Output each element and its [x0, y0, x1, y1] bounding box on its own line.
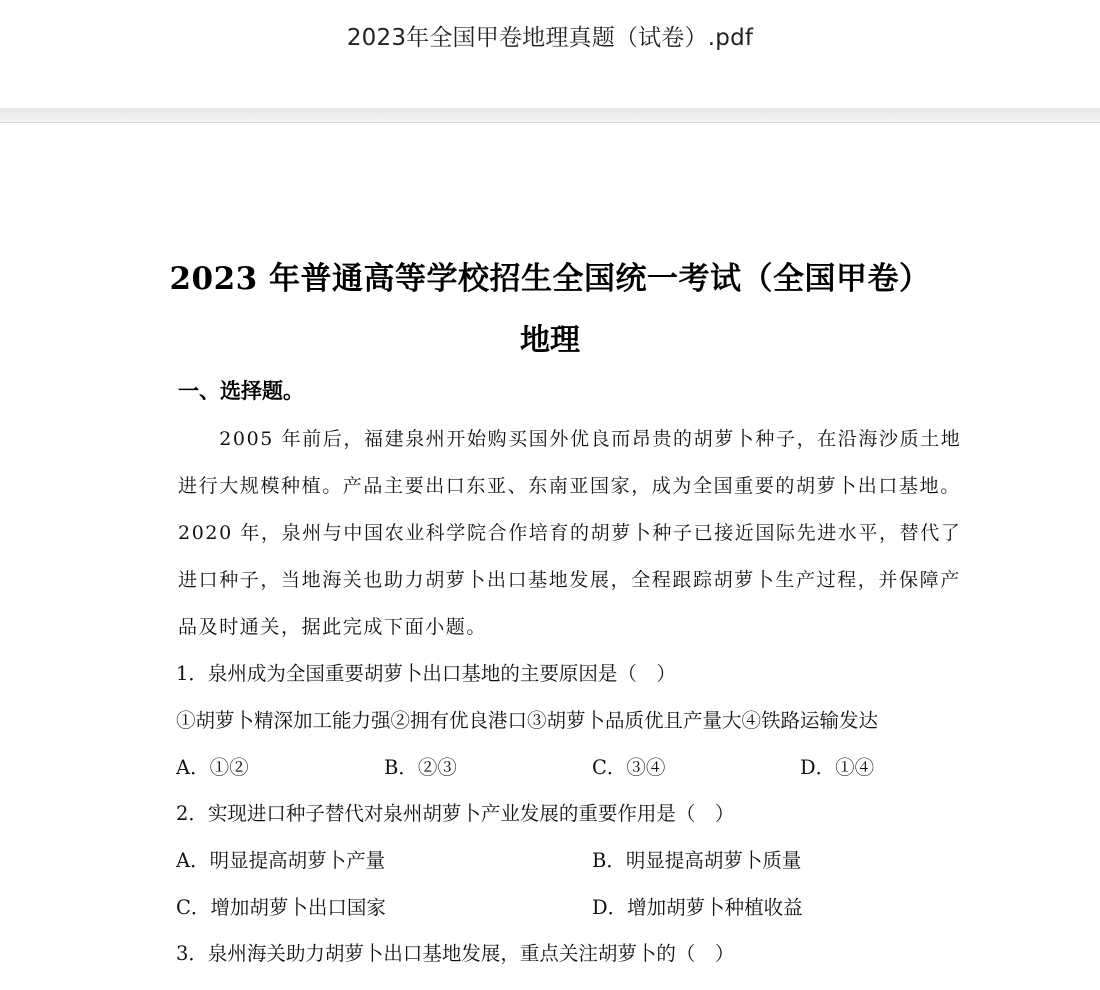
pdf-page[interactable]: [0, 123, 1100, 990]
question-1-option-c: C．③④: [592, 756, 666, 779]
question-2-option-a: A．明显提高胡萝卜产量: [176, 849, 386, 872]
passage-line: 品及时通关，据此完成下面小题。: [178, 616, 488, 638]
exam-subject: 地理: [520, 323, 580, 358]
document-title-bar: [0, 0, 1100, 108]
page-gutter: [0, 108, 1100, 123]
question-1-option-a: A．①②: [176, 756, 249, 779]
question-1-option-d: D．①④: [800, 756, 875, 779]
passage-line: 进行大规模种植。产品主要出口东亚、东南亚国家，成为全国重要的胡萝卜出口基地。: [178, 475, 961, 497]
section-heading: 一、选择题。: [178, 378, 304, 403]
document-filename: 2023年全国甲卷地理真题（试卷）.pdf: [346, 25, 754, 51]
question-3-stem: 3．泉州海关助力胡萝卜出口基地发展，重点关注胡萝卜的（ ）: [176, 942, 735, 965]
question-2-stem: 2．实现进口种子替代对泉州胡萝卜产业发展的重要作用是（ ）: [176, 802, 735, 825]
exam-title: 2023 年普通高等学校招生全国统一考试（全国甲卷）: [169, 261, 931, 297]
question-2-option-d: D．增加胡萝卜种植收益: [592, 896, 803, 919]
question-1-stem: 1．泉州成为全国重要胡萝卜出口基地的主要原因是（ ）: [176, 662, 676, 685]
question-1-option-b: B．②③: [384, 756, 457, 779]
question-1-statements: ①胡萝卜精深加工能力强②拥有优良港口③胡萝卜品质优且产量大④铁路运输发达: [176, 709, 879, 732]
passage-line: 2005 年前后，福建泉州开始购买国外优良而昂贵的胡萝卜种子，在沿海沙质土地: [178, 428, 962, 450]
question-2-option-b: B．明显提高胡萝卜质量: [592, 849, 802, 872]
passage-line: 2020 年，泉州与中国农业科学院合作培育的胡萝卜种子已接近国际先进水平，替代了: [178, 522, 962, 544]
passage-line: 进口种子，当地海关也助力胡萝卜出口基地发展，全程跟踪胡萝卜生产过程，并保障产: [178, 569, 961, 591]
question-2-option-c: C．增加胡萝卜出口国家: [176, 896, 386, 919]
